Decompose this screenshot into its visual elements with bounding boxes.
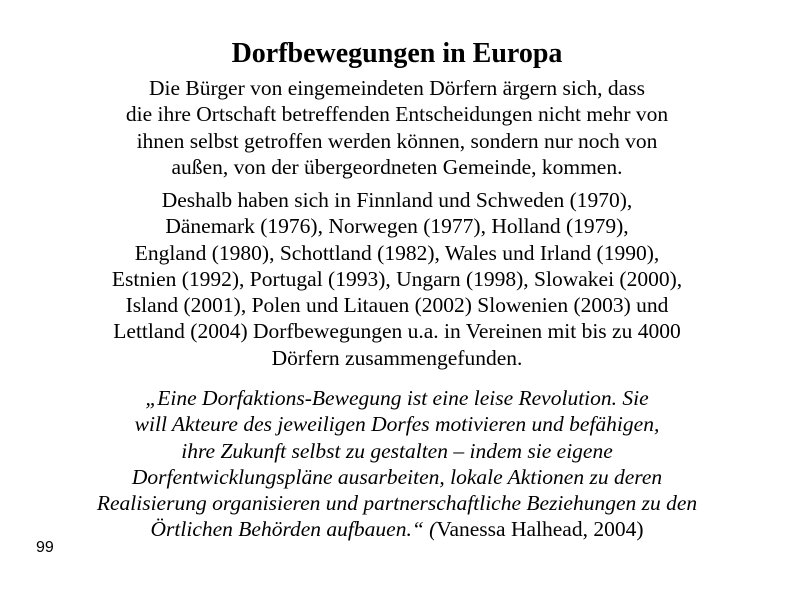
intro-line: außen, von der übergeordneten Gemeinde, kommen.	[171, 154, 623, 179]
countries-line: Estnien (1992), Portugal (1993), Ungarn (1998), Slowakei (2000),	[111, 266, 683, 291]
intro-line: die ihre Ortschaft betreffenden Entscheidungen nicht mehr von	[125, 102, 669, 127]
quote-source: Vanessa Halhead, 2004)	[436, 517, 644, 542]
quote-line: Örtlichen Behörden aufbauen.“ (	[150, 517, 437, 542]
countries-paragraph	[40, 187, 754, 371]
countries-line: Dänemark (1976), Norwegen (1977), Holland (1979),	[165, 214, 629, 239]
countries-line: Lettland (2004) Dorfbewegungen u.a. in Vereinen mit bis zu 4000	[113, 319, 681, 344]
quote-paragraph	[40, 385, 754, 543]
slide-number: 99	[36, 539, 54, 556]
quote-line: Realisierung organisieren und partnerschaftliche Beziehungen zu den	[96, 491, 698, 516]
countries-line: Island (2001), Polen und Litauen (2002) Slowenien (2003) und	[125, 293, 669, 318]
intro-paragraph	[40, 75, 754, 180]
countries-line: Dörfern zusammengefunden.	[271, 345, 523, 370]
slide-title: Dorfbewegungen in Europa	[231, 38, 563, 69]
countries-line: England (1980), Schottland (1982), Wales und Irland (1990),	[134, 240, 660, 265]
countries-line: Deshalb haben sich in Finnland und Schweden (1970),	[161, 188, 633, 212]
quote-line: ihre Zukunft selbst zu gestalten – indem sie eigene	[181, 438, 613, 463]
quote-line: Dorfentwicklungspläne ausarbeiten, lokale Aktionen zu deren	[131, 464, 663, 489]
intro-line: Die Bürger von eingemeindeten Dörfern ärgern sich, dass	[149, 76, 645, 100]
quote-last-line	[40, 516, 754, 542]
quote-line: will Akteure des jeweiligen Dorfes motivieren und befähigen,	[134, 412, 660, 437]
intro-line: ihnen selbst getroffen werden können, sondern nur noch von	[136, 128, 658, 153]
quote-line: „Eine Dorfaktions-Bewegung ist eine leise Revolution. Sie	[145, 386, 649, 410]
